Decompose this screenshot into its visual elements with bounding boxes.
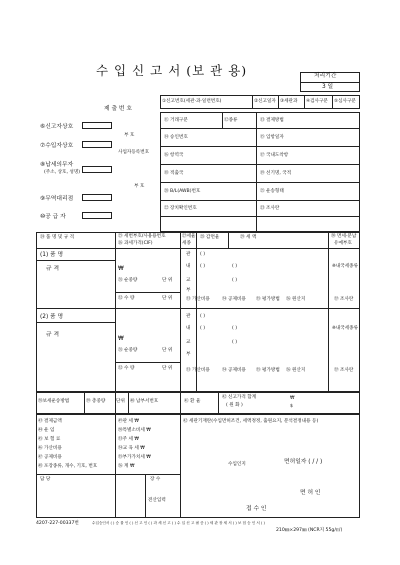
item2-paren-a: ( ) [200,314,206,319]
bl-no-label: ⑳ B/L(AWB)번호 [164,189,201,194]
item1-name-label: (1) 품 명 [40,252,64,258]
payment-amount-label: ㊸ 결제금액 [38,419,62,424]
education-tax-label: ㉞교 육 세 ₩ [118,446,145,451]
item1-origin: ㊱ 원산지 [286,297,306,302]
computer-entry-label: 전산입력 [148,498,166,503]
item1-side-a: 관 [186,252,191,257]
item1-won: ₩ [118,266,124,272]
item1-paren-d: ( ) [232,278,238,283]
taxpayer-sub-label: (주소, 상호, 성명) [44,170,81,175]
item2-side-b: 내 [186,326,191,331]
importer-field[interactable] [82,141,112,148]
review-type-label: ⑤심사구분 [334,99,356,104]
item1-side-b: 내 [186,264,191,269]
defer-header: ㉚ 면세·분납 [331,234,357,239]
handler-label: 담 당 [40,477,51,482]
special-tax-label: ㊿특별소비세 ₩ [118,428,151,433]
form-number: 4207-227-00337번 [36,521,79,526]
item2-spec-label: 규 격 [46,332,60,338]
item1-paren-b: ( ) [200,264,206,269]
rate-header: ㉗세율 [182,234,196,239]
paper-spec: 210㎜×297㎜ (NCR지 55g/㎡) [276,528,343,533]
item1-quantity-label: ㉜ 수 량 [118,296,135,301]
storage-no-label: ㉒ 장치확인번호 [164,206,197,211]
reduction-header: ㉘ 감면율 [200,235,220,240]
payment-method-label: ⑬ 결제방법 [260,118,284,123]
trade-agent-field[interactable] [82,194,112,201]
package-label: ㊽ 포장종류, 개수, 기호, 번호 [38,464,98,469]
defer-sub-header: 유예부호 [334,241,352,246]
item1-side-c: 교 [186,278,191,283]
processing-period-value: 3 일 [322,84,334,90]
approval-no-label: ⑭ 승인번호 [164,135,188,140]
vessel-label: ⑲ 선기명, 국적 [260,171,292,176]
license-seal-label: 면 허 인 [300,490,321,496]
item1-net-weight-label: ㉛ 순중량 [118,278,138,283]
declared-cif-label: ( 원 화 ) [226,403,243,408]
entry-date-label: ⑮ 입항일자 [260,135,284,140]
declaration-no-label: ①신고번호(세관·과·일련번호) [162,99,222,104]
item1-survey: ㊲ 조사란 [334,297,354,302]
taxpayer-label: ⑧납세의무자 [40,162,74,168]
payment-no-label: ㊵ 납부서번호 [130,399,159,404]
add-cost-total-label: ㊻ 가산비용 [38,446,62,451]
submission-no-label: 제 출 번 호 [104,106,132,112]
totals-unit-label: 단위 [116,399,125,404]
item2-origin: ㊱ 원산지 [286,368,306,373]
tariff-label: ㊾관 세 ₩ [118,419,139,424]
customs-notes-label: ㊷ 세관기재란(수입면허조건, 세액정정, 출원요지, 분석결정내용 등) [183,419,319,424]
item2-quantity-label: ㉜ 수 량 [118,366,135,371]
revenue-stamp-label: 수입인지 [228,462,246,467]
item2-valuation: ㉟ 평가방법 [256,368,280,373]
license-date-label: 면허일자 ( / / ) [284,459,323,465]
bonded-transport-label: ㊳보세운송방법 [38,399,70,404]
arrival-port-label: ⑰ 국내도착항 [260,153,289,158]
deal-type-label: ⑪ 거래구분 [164,118,188,123]
supplier-label: ⑩공 급 자 [40,214,66,220]
item2-deduct-cost: ㉞ 공제비용 [222,368,246,373]
item2-survey: ㊲ 조사란 [334,368,354,373]
item2-side-a: 관 [186,314,191,319]
item2-name-label: (2) 품 명 [40,314,64,320]
item2-paren-d: ( ) [232,340,238,345]
declarant-code-label: 부 호 [124,133,135,138]
trade-agent-label: ⑨무역대리점 [40,196,74,202]
processing-period-label: 처리기간 [314,73,337,79]
item1-deduct-cost: ㉞ 공제비용 [222,297,246,302]
freight-label: ㊹ 운 임 [38,428,55,433]
importer-label: ⑦수입자상호 [40,143,74,149]
form-routing: 수입승인서 ( ) 승 률 인 ( ) 신 고 인 ( ) 과 세 신 고 ( ) 수 입 신 고 필 증 ( ) 세 관 장 세 서 ( ) 보 험 승 인 서 ( ) [92,521,265,525]
item1-valuation: ㉟ 평가방법 [256,297,280,302]
item2-unit-label: 단 위 [162,348,173,353]
hs-code-header: ㉕ 세번부호/사용용번호 [118,234,166,239]
item1-add-cost: ㉝ 가산비용 [186,297,210,302]
item2-net-weight-label: ㉛ 순중량 [118,348,138,353]
item2-side-d: 부 [186,352,191,357]
item2-quantity-unit: 단 위 [162,366,173,371]
item2-side-c: 교 [186,340,191,345]
kind-label: ⑫종류 [224,118,238,123]
deduct-cost-total-label: ㊼ 공제비용 [38,455,62,460]
port-country-label: ⑯ 항역국 [164,153,184,158]
item2-domestic-tax: ※내국세종류 [332,326,359,331]
liquor-tax-label: ㉝주 세 ₩ [118,437,139,442]
form-title: 수 입 신 고 서 (보 관 용) [96,63,248,78]
declarant-field[interactable] [82,122,112,129]
gross-weight-label: ㊴ 총중량 [86,399,106,404]
cif-header: ㉖ 과세가격(CIF) [118,241,153,246]
item1-quantity-unit: 단 위 [162,296,173,301]
declared-won: ₩ [290,396,295,401]
item2-add-cost: ㉝ 가산비용 [186,368,210,373]
item2-paren-c: ( ) [232,326,238,331]
rate-sub-header: 세종 [182,241,191,246]
item1-paren-a: ( ) [200,252,206,257]
declared-usd: $ [290,404,293,409]
page-count-label: 장 수 [150,477,161,482]
receiver-label: 접 수 인 [246,506,267,512]
item1-paren-c: ( ) [232,264,238,269]
declared-total-label: ㊷ 신고가격 합계 [222,395,257,400]
inspection-type-label: ④검사구분 [306,99,328,104]
tax-total-label: ㊱ 계 ₩ [118,464,135,469]
biz-no-label: 사업자등록번호 [118,150,150,155]
item1-side-d: 부 [186,288,191,293]
supplier-field[interactable] [82,212,112,219]
insurance-label: ㊺ 보 험 료 [38,437,61,442]
item2-paren-b: ( ) [200,326,206,331]
exchange-rate-label: ㊶ 환 율 [184,399,201,404]
vat-label: ㉟부가가치세 ₩ [118,455,151,460]
taxpayer-field[interactable] [82,166,112,173]
survey-label: ㉓ 조사란 [260,206,280,211]
item1-spec-label: 규 격 [46,266,60,272]
declarant-label: ⑥신고자상호 [40,124,74,130]
customs-section-label: ③세관과 [280,99,298,104]
item1-unit-label: 단 위 [162,278,173,283]
declaration-date-label: ②신고일자 [254,99,276,104]
item1-domestic-tax: ※내국세종류 [332,264,359,269]
item-name-header: ㉔ 품 명 및 규 격 [40,235,75,240]
transport-mode-label: ㉑ 운송형태 [260,189,284,194]
taxpayer-code-label: 부 호 [134,184,145,189]
export-country-label: ⑱ 적출국 [164,171,184,176]
tax-amount-header: ㉙ 세 액 [240,235,257,240]
item2-won: ₩ [118,336,124,342]
